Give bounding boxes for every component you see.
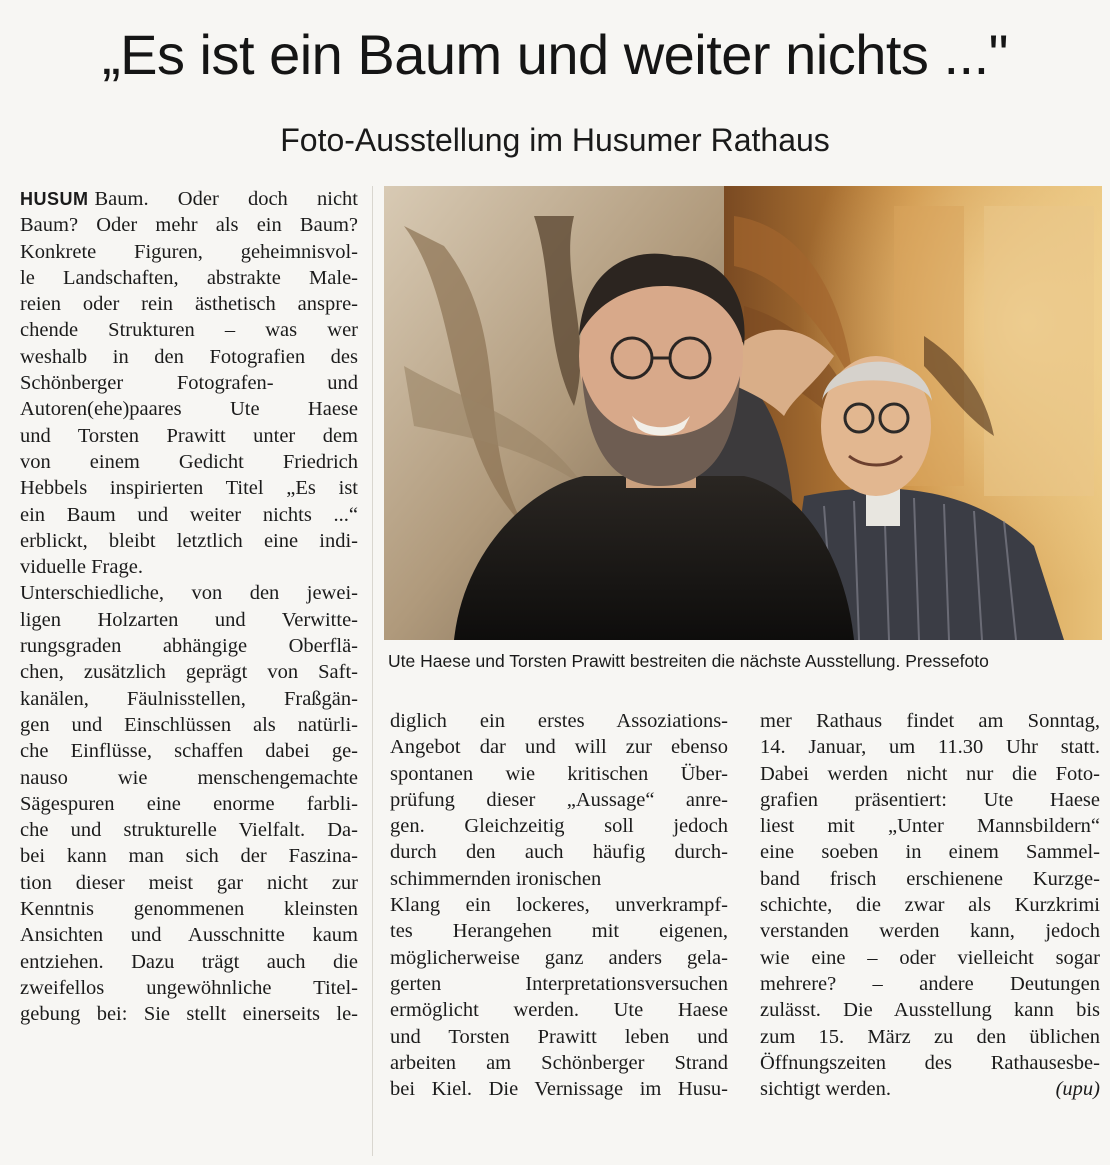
text-line: tion dieser meist gar nicht zur <box>20 871 358 894</box>
text-line: tes Herangehen mit eigenen, <box>390 920 728 943</box>
text-line: zum 15. März zu den üblichen <box>760 1025 1100 1048</box>
text-line: Kenntnis genommenen kleinsten <box>20 898 358 921</box>
text-line: grafien präsentiert: Ute Haese <box>760 788 1100 811</box>
text-line: mehrere? – andere Deutungen <box>760 972 1100 995</box>
text-line: verstanden werden kann, jedoch <box>760 920 1100 943</box>
text-line: Öffnungszeiten des Rathausesbe- <box>760 1051 1100 1074</box>
text-line: viduelle Frage. <box>20 556 143 579</box>
text-line: kanälen, Fäulnisstellen, Fraßgän- <box>20 687 358 710</box>
text-line: prüfung dieser „Aussage“ anre- <box>390 788 728 811</box>
text-line: entziehen. Dazu trägt auch die <box>20 950 358 973</box>
photo-illustration <box>384 186 1102 640</box>
text-line: arbeiten am Schönberger Strand <box>390 1051 728 1074</box>
photo-caption: Ute Haese und Torsten Prawitt bestreiten die nächste Ausstellung. Pressefoto <box>388 651 989 671</box>
text-line: spontanen wie kritischen Über- <box>390 762 728 785</box>
text-line: che und strukturelle Vielfalt. Da- <box>20 819 358 842</box>
author-initials: (upu) <box>1055 1078 1100 1101</box>
dateline: HUSUM <box>20 189 89 209</box>
text-line: mer Rathaus findet am Sonntag, <box>760 710 1100 732</box>
article-column-2 <box>390 708 728 1102</box>
text-line: chen, zusätzlich geprägt von Saft- <box>20 661 358 684</box>
text-line: chende Strukturen – was wer <box>20 319 358 342</box>
text-line <box>760 1076 1100 1102</box>
text-line: Angebot dar und will zur ebenso <box>390 736 728 759</box>
text-line: Unterschiedliche, von den jewei- <box>20 582 358 605</box>
text-line: reien oder rein ästhetisch anspre- <box>20 293 358 316</box>
text-line: gebung bei: Sie stellt einerseits le- <box>20 1003 358 1026</box>
text-line: Sägespuren eine enorme farbli- <box>20 792 358 815</box>
text-line: band frisch erschienene Kurzge- <box>760 867 1100 890</box>
text-line: che Einflüsse, schaffen dabei ge- <box>20 740 358 763</box>
text-line: wie eine – oder vielleicht sogar <box>760 946 1100 969</box>
text-line: ligen Holzarten und Verwitte- <box>20 608 358 631</box>
text-line: und Torsten Prawitt leben und <box>390 1025 728 1048</box>
text-line: Ansichten und Ausschnitte kaum <box>20 924 358 947</box>
column-divider <box>372 186 373 1156</box>
article-subheadline: Foto-Ausstellung im Husumer Rathaus <box>280 122 830 158</box>
text-line: gerten Interpretationsversuchen <box>390 972 728 995</box>
text-line: schimmernden ironischen <box>390 867 602 890</box>
text-line: Schönberger Fotografen- und <box>20 372 358 395</box>
text-line <box>20 186 358 212</box>
text-line: von einem Gedicht Friedrich <box>20 450 358 473</box>
text-line: gen. Gleichzeitig soll jedoch <box>390 815 728 838</box>
article-headline: „Es ist ein Baum und weiter nichts ..." <box>101 23 1009 86</box>
article-column-3 <box>760 708 1100 1102</box>
article-column-1 <box>20 186 358 1028</box>
text-line: le Landschaften, abstrakte Male- <box>20 266 358 289</box>
text-line: möglicherweise ganz anders gela- <box>390 946 728 969</box>
text-line: rungsgraden abhängige Oberflä- <box>20 635 358 658</box>
text-line: bei Kiel. Die Vernissage im Husu- <box>390 1078 728 1101</box>
text-line: Konkrete Figuren, geheimnisvol- <box>20 240 358 263</box>
text-line-content: Baum. Oder doch nicht <box>94 188 358 210</box>
text-line: gen und Einschlüssen als natürli- <box>20 713 358 736</box>
text-line: ermöglicht werden. Ute Haese <box>390 999 728 1022</box>
text-line: nauso wie menschengemachte <box>20 766 358 789</box>
text-line: diglich ein erstes Assoziations- <box>390 710 728 732</box>
text-line: Hebbels inspirierten Titel „Es ist <box>20 477 358 500</box>
text-line: Klang ein lockeres, unverkrampf- <box>390 894 728 917</box>
text-line: 14. Januar, um 11.30 Uhr statt. <box>760 736 1100 759</box>
text-line: schichte, die zwar als Kurzkrimi <box>760 894 1100 917</box>
text-line: durch den auch häufig durch- <box>390 841 728 864</box>
article-photo <box>384 186 1102 640</box>
text-line: und Torsten Prawitt unter dem <box>20 424 358 447</box>
text-line-content: sichtigt werden. <box>760 1078 891 1101</box>
text-line: erblickt, bleibt letztlich eine indi- <box>20 529 358 552</box>
text-line: bei kann man sich der Faszina- <box>20 845 358 868</box>
text-line: weshalb in den Fotografien des <box>20 345 358 368</box>
text-line: liest mit „Unter Mannsbildern“ <box>760 815 1100 838</box>
text-line: Autoren(ehe)paares Ute Haese <box>20 398 358 421</box>
text-line: zweifellos ungewöhnliche Titel- <box>20 976 358 999</box>
text-line: zulässt. Die Ausstellung kann bis <box>760 999 1100 1022</box>
text-line: eine soeben in einem Sammel- <box>760 841 1100 864</box>
text-line: ein Baum und weiter nichts ...“ <box>20 503 358 526</box>
text-line: Dabei werden nicht nur die Foto- <box>760 762 1100 785</box>
text-line: Baum? Oder mehr als ein Baum? <box>20 214 358 237</box>
